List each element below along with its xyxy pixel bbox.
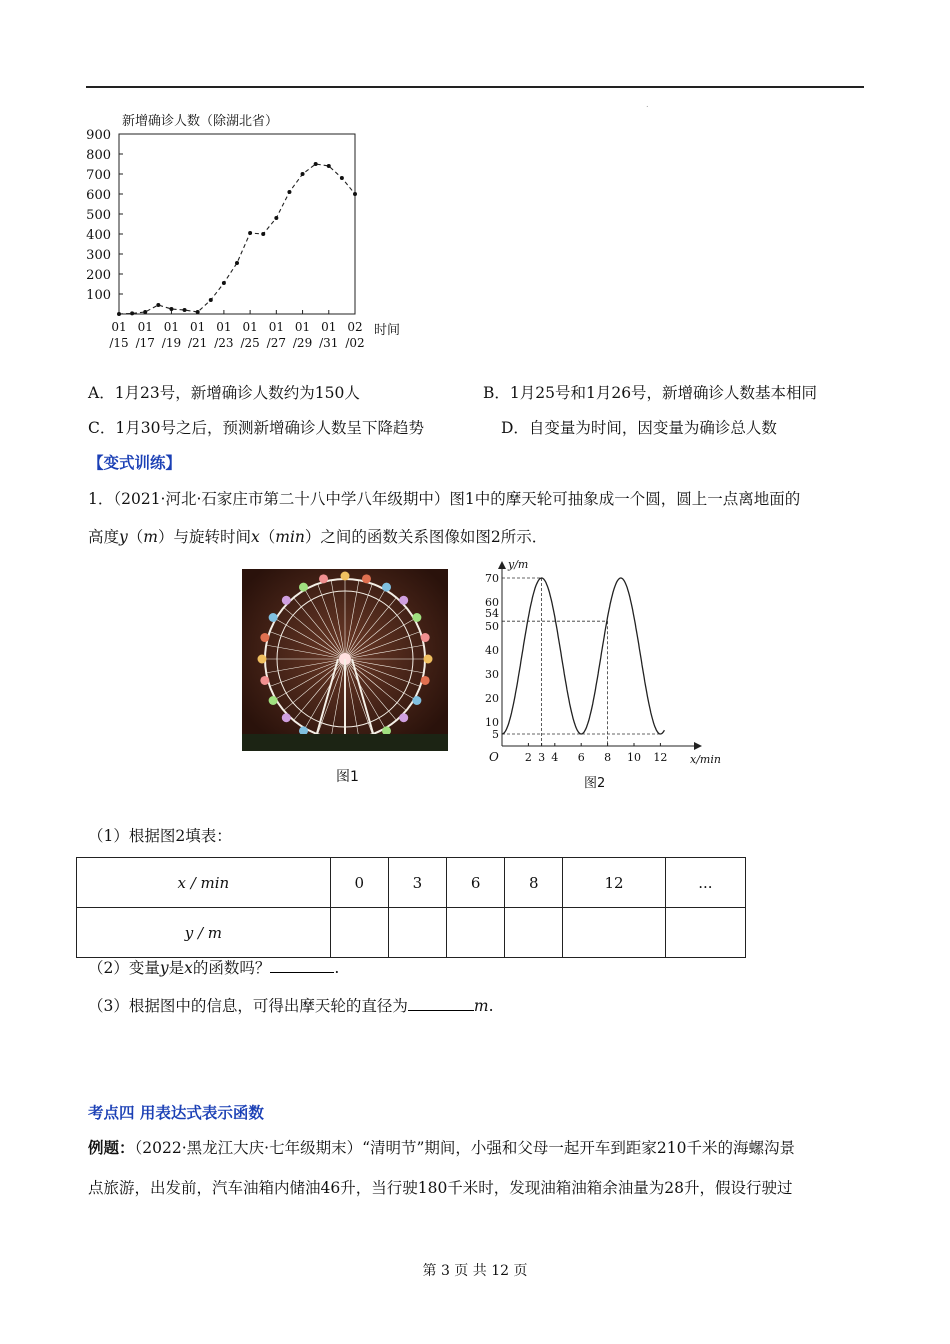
- y-tick-label: 20: [485, 692, 499, 705]
- y-tick-label: 300: [86, 248, 111, 263]
- y-tick-label: 600: [86, 188, 111, 203]
- table-row: [77, 858, 746, 908]
- table-cell: 12: [563, 858, 665, 908]
- var-x: x: [184, 959, 193, 977]
- practice-heading: 【变式训练】: [88, 453, 182, 472]
- example-line2: 点旅游，出发前，汽车油箱内储油46升，当行驶180千米时，发现油箱油箱余油量为28升，假设行驶过: [88, 1179, 793, 1197]
- option-c: C．1月30号之后，预测新增确诊人数呈下降趋势: [88, 419, 424, 437]
- data-point: [340, 176, 344, 180]
- data-point: [287, 190, 291, 194]
- x-tick-label: /23: [214, 336, 234, 350]
- data-point: [130, 311, 134, 315]
- text: （2022·黑龙江大庆·七年级期末）“清明节”期间，小强和父母一起开车到距家210千米的海螺沟景: [134, 1139, 796, 1157]
- text: （2）变量: [88, 959, 160, 977]
- table-cell: y / m: [77, 908, 331, 958]
- y-tick-label: 5: [492, 728, 499, 741]
- gondola: [362, 574, 371, 583]
- x-tick-label: 6: [577, 751, 585, 764]
- data-point: [314, 162, 318, 166]
- chart-title: 新增确诊人数（除湖北省）: [122, 114, 279, 129]
- gondola: [421, 633, 430, 642]
- sub-question-3: [88, 996, 494, 1016]
- text: 是: [168, 959, 185, 977]
- section-title: 考点四 用表达式表示函数: [88, 1103, 264, 1122]
- text: .: [334, 959, 340, 977]
- gondola: [382, 583, 391, 592]
- data-point: [196, 310, 200, 314]
- y-tick-label: 700: [86, 168, 111, 183]
- header-dot: .: [646, 100, 649, 109]
- table-cell: 0: [330, 858, 388, 908]
- gondola: [260, 633, 269, 642]
- gondola: [282, 713, 291, 722]
- y-tick-label: 70: [485, 572, 499, 585]
- y-tick-label: 100: [86, 288, 111, 303]
- gondola: [399, 596, 408, 605]
- y-tick-label: 40: [485, 644, 499, 657]
- x-tick-label: 01: [137, 320, 153, 334]
- x-tick-label: /29: [292, 336, 313, 350]
- gondola: [341, 572, 350, 581]
- option-b: B．1月25号和1月26号，新增确诊人数基本相同: [483, 384, 818, 402]
- example-label: 例题：: [88, 1138, 135, 1157]
- ferris-wheel-photo: [242, 569, 448, 751]
- y-tick-label: 400: [86, 228, 111, 243]
- gondola: [412, 613, 421, 622]
- x-tick-label: /17: [135, 336, 155, 350]
- answer-blank[interactable]: [408, 996, 474, 1011]
- table-cell: 8: [505, 858, 563, 908]
- x-tick-label: 01: [190, 320, 206, 334]
- fill-in-table: [76, 857, 746, 958]
- y-axis-arrow: [498, 561, 506, 569]
- gondola: [269, 613, 278, 622]
- x-tick-label: 4: [551, 751, 559, 764]
- var-y: y: [119, 528, 128, 546]
- gondola: [260, 676, 269, 685]
- x-tick-label: 12: [653, 751, 668, 764]
- text: ）之间的函数关系图像如图2所示．: [304, 528, 548, 546]
- var-y: y: [159, 959, 169, 977]
- y-tick-label: 900: [86, 128, 111, 143]
- x-tick-label: 2: [524, 751, 532, 764]
- gondola: [258, 655, 267, 664]
- y-tick-label: 54: [485, 606, 499, 620]
- option-a: A．1月23号，新增确诊人数约为150人: [88, 384, 360, 402]
- data-point: [222, 281, 226, 285]
- question-1-line2: [88, 527, 547, 547]
- figure-2-caption: 图2: [584, 776, 606, 791]
- x-axis-label: x/min: [690, 753, 721, 765]
- x-tick-label: /25: [240, 336, 260, 350]
- x-tick-label: 01: [321, 320, 337, 334]
- data-point: [169, 307, 173, 311]
- gondola: [424, 655, 433, 664]
- y-tick-label: 800: [86, 148, 111, 163]
- answer-cell[interactable]: [505, 908, 563, 958]
- data-point: [248, 231, 252, 235]
- data-point: [301, 172, 305, 176]
- data-point: [209, 298, 213, 302]
- data-point: [235, 261, 239, 265]
- gondola: [299, 583, 308, 592]
- gondola: [319, 574, 328, 583]
- unit-min: min: [275, 528, 305, 546]
- data-point: [274, 216, 278, 220]
- x-tick-label: 02: [347, 320, 363, 334]
- x-tick-label: 01: [242, 320, 258, 334]
- var-x: x: [251, 528, 260, 546]
- x-tick-label: 01: [216, 320, 232, 334]
- example-line1: [88, 1138, 795, 1158]
- table-cell: 6: [447, 858, 505, 908]
- data-point: [353, 192, 357, 196]
- plot-frame: [119, 134, 355, 314]
- text: （: [127, 528, 144, 546]
- x-tick-label: 3: [538, 751, 546, 764]
- data-point: [117, 312, 121, 316]
- option-d: D．自变量为时间，因变量为确诊总人数: [501, 419, 777, 437]
- text: （3）根据图中的信息，可得出摩天轮的直径为: [88, 997, 408, 1015]
- y-tick-label: 30: [485, 668, 499, 681]
- unit-m: m: [473, 997, 489, 1015]
- sub-question-1: （1）根据图2填表：: [88, 827, 232, 845]
- page-footer: 第 3 页 共 12 页: [422, 1263, 528, 1279]
- data-point: [183, 308, 187, 312]
- x-tick-label: /31: [319, 336, 339, 350]
- gondola: [399, 713, 408, 722]
- text: 的函数吗？: [192, 959, 271, 977]
- data-point: [261, 232, 265, 236]
- data-point: [143, 310, 147, 314]
- x-tick-label: /15: [109, 336, 129, 350]
- sub-question-2: [88, 958, 339, 978]
- table-cell: x / min: [77, 858, 331, 908]
- x-tick-label: 10: [627, 751, 641, 764]
- gondola: [421, 676, 430, 685]
- y-tick-label: 10: [485, 716, 499, 729]
- x-tick-label: /19: [161, 336, 182, 350]
- header-rule: [86, 86, 864, 88]
- table-cell: ...: [665, 858, 745, 908]
- figure-1-caption: 图1: [336, 769, 359, 785]
- x-tick-label: /27: [266, 336, 286, 350]
- answer-cell[interactable]: [447, 908, 505, 958]
- y-axis-label: y/m: [508, 558, 529, 571]
- cases-line-chart: [84, 108, 414, 353]
- x-axis-label: 时间: [374, 323, 401, 338]
- answer-cell[interactable]: [563, 908, 665, 958]
- x-tick-label: 01: [111, 320, 127, 334]
- text: （: [259, 528, 276, 546]
- answer-cell[interactable]: [330, 908, 388, 958]
- table-row: [77, 908, 746, 958]
- y-tick-label: 500: [86, 208, 111, 223]
- series-line: [119, 164, 355, 314]
- y-tick-label: 200: [86, 268, 111, 283]
- answer-cell[interactable]: [665, 908, 745, 958]
- answer-cell[interactable]: [388, 908, 446, 958]
- x-tick-label: /21: [188, 336, 208, 350]
- x-tick-label: /02: [345, 336, 365, 350]
- height-time-graph: [478, 555, 728, 765]
- gondola: [282, 596, 291, 605]
- table-cell: 3: [388, 858, 446, 908]
- x-tick-label: 8: [604, 751, 612, 764]
- x-tick-label: 01: [268, 320, 284, 334]
- y-tick-label: 60: [485, 596, 499, 609]
- text: .: [488, 997, 494, 1015]
- data-point: [327, 164, 331, 168]
- x-axis-arrow: [694, 742, 702, 750]
- origin-label: O: [489, 750, 499, 764]
- answer-blank[interactable]: [270, 958, 334, 973]
- text: 高度: [88, 528, 120, 546]
- x-tick-label: 01: [294, 320, 311, 334]
- question-1-line1: 1．（2021·河北·石家庄市第二十八中学八年级期中）图1中的摩天轮可抽象成一个圆，圆上一点离地面的: [88, 490, 801, 508]
- data-point: [156, 303, 160, 307]
- ferris-wheel-illustration: [242, 569, 448, 751]
- text: ）与旋转时间: [158, 528, 252, 546]
- gondola: [269, 696, 278, 705]
- gondola: [412, 696, 421, 705]
- y-tick-label: 50: [485, 620, 499, 633]
- height-curve: [502, 578, 664, 734]
- unit-m: m: [143, 528, 158, 546]
- x-tick-label: 01: [163, 320, 180, 334]
